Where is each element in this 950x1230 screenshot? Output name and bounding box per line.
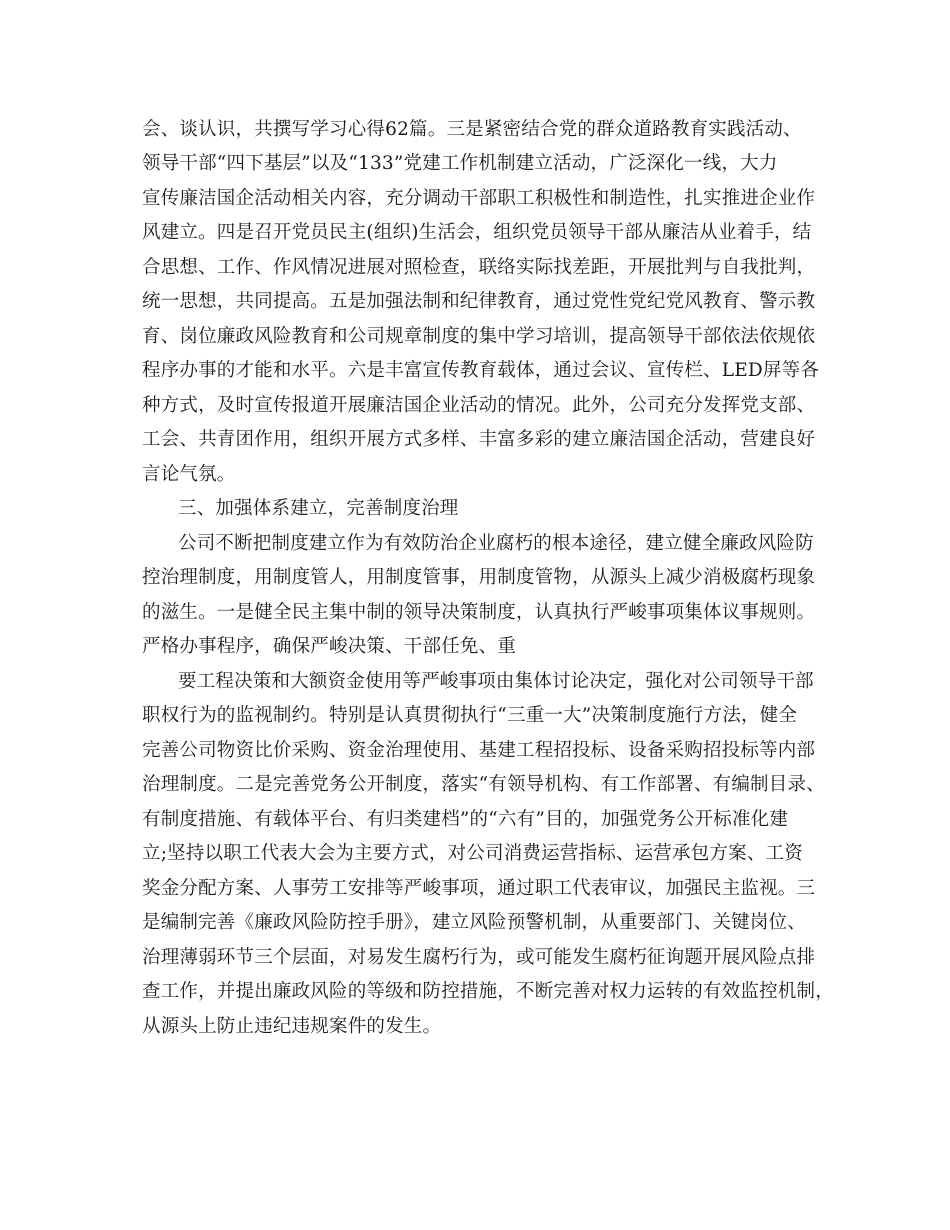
text-line-23: 奖金分配方案、人事劳工安排等严峻事项，通过职工代表审议，加强民主监视。三 (142, 878, 816, 899)
text-line-14: 控治理制度，用制度管人，用制度管事，用制度管物，从源头上减少消极腐朽现象 (142, 567, 816, 588)
text-line-19: 完善公司物资比价采购、资金治理使用、基建工程招投标、设备采购招投标等内部 (142, 740, 816, 761)
text-line-27: 从源头上防止违纪违规案件的发生。 (142, 1016, 442, 1037)
text-line-7: 育、岗位廉政风险教育和公司规章制度的集中学习培训，提高领导干部依法依规依 (142, 326, 816, 347)
section-heading: 三、加强体系建立，完善制度治理 (178, 498, 459, 519)
text-line-1: 会、谈认识，共撰写学习心得62篇。三是紧密结合党的群众道路教育实践活动、 (142, 119, 802, 140)
text-line-4: 风建立。四是召开党员民主(组织)生活会，组织党员领导干部从廉洁从业着手，结 (142, 222, 812, 243)
text-line-15: 的滋生。一是健全民主集中制的领导决策制度，认真执行严峻事项集体议事规则。 (142, 602, 816, 623)
text-line-21: 有制度措施、有载体平台、有归类建档”的“六有”目的，加强党务公开标准化建 (142, 809, 789, 830)
text-line-18: 职权行为的监视制约。特别是认真贯彻执行“三重一大”决策制度施行方法，健全 (142, 705, 798, 726)
text-line-20: 治理制度。二是完善党务公开制度，落实“有领导机构、有工作部署、有编制目录、 (142, 774, 825, 795)
text-line-6: 统一思想，共同提高。五是加强法制和纪律教育，通过党性党纪党风教育、警示教 (142, 291, 816, 312)
text-line-8: 程序办事的才能和水平。六是丰富宣传教育载体，通过会议、宣传栏、LED屏等各 (142, 360, 820, 381)
text-line-5: 合思想、工作、作风情况进展对照检查，联络实际找差距，开展批判与自我批判， (142, 257, 816, 278)
text-line-10: 工会、共青团作用，组织开展方式多样、丰富多彩的建立廉洁国企活动，营建良好 (142, 429, 816, 450)
text-line-26: 查工作，并提出廉政风险的等级和防控措施，不断完善对权力运转的有效监控机制， (142, 981, 834, 1002)
text-line-2: 领导干部“四下基层”以及“133”党建工作机制建立活动，广泛深化一线，大力 (142, 153, 778, 174)
text-line-25: 治理薄弱环节三个层面，对易发生腐朽行为，或可能发生腐朽征询题开展风险点排 (142, 947, 816, 968)
text-line-17: 要工程决策和大额资金使用等严峻事项由集体讨论决定，强化对公司领导干部 (178, 671, 814, 692)
text-line-22: 立;坚持以职工代表大会为主要方式，对公司消费运营指标、运营承包方案、工资 (142, 843, 803, 864)
text-line-24: 是编制完善《廉政风险防控手册》，建立风险预警机制，从重要部门、关键岗位、 (142, 912, 806, 933)
text-line-16: 严格办事程序，确保严峻决策、干部任免、重 (142, 636, 517, 657)
text-line-11: 言论气氛。 (142, 464, 236, 485)
text-line-3: 宣传廉洁国企活动相关内容，充分调动干部职工积极性和制造性，扎实推进企业作 (142, 188, 816, 209)
text-line-13: 公司不断把制度建立作为有效防治企业腐朽的根本途径，建立健全廉政风险防 (178, 533, 814, 554)
text-line-9: 种方式，及时宣传报道开展廉洁国企业活动的情况。此外，公司充分发挥党支部、 (142, 395, 816, 416)
